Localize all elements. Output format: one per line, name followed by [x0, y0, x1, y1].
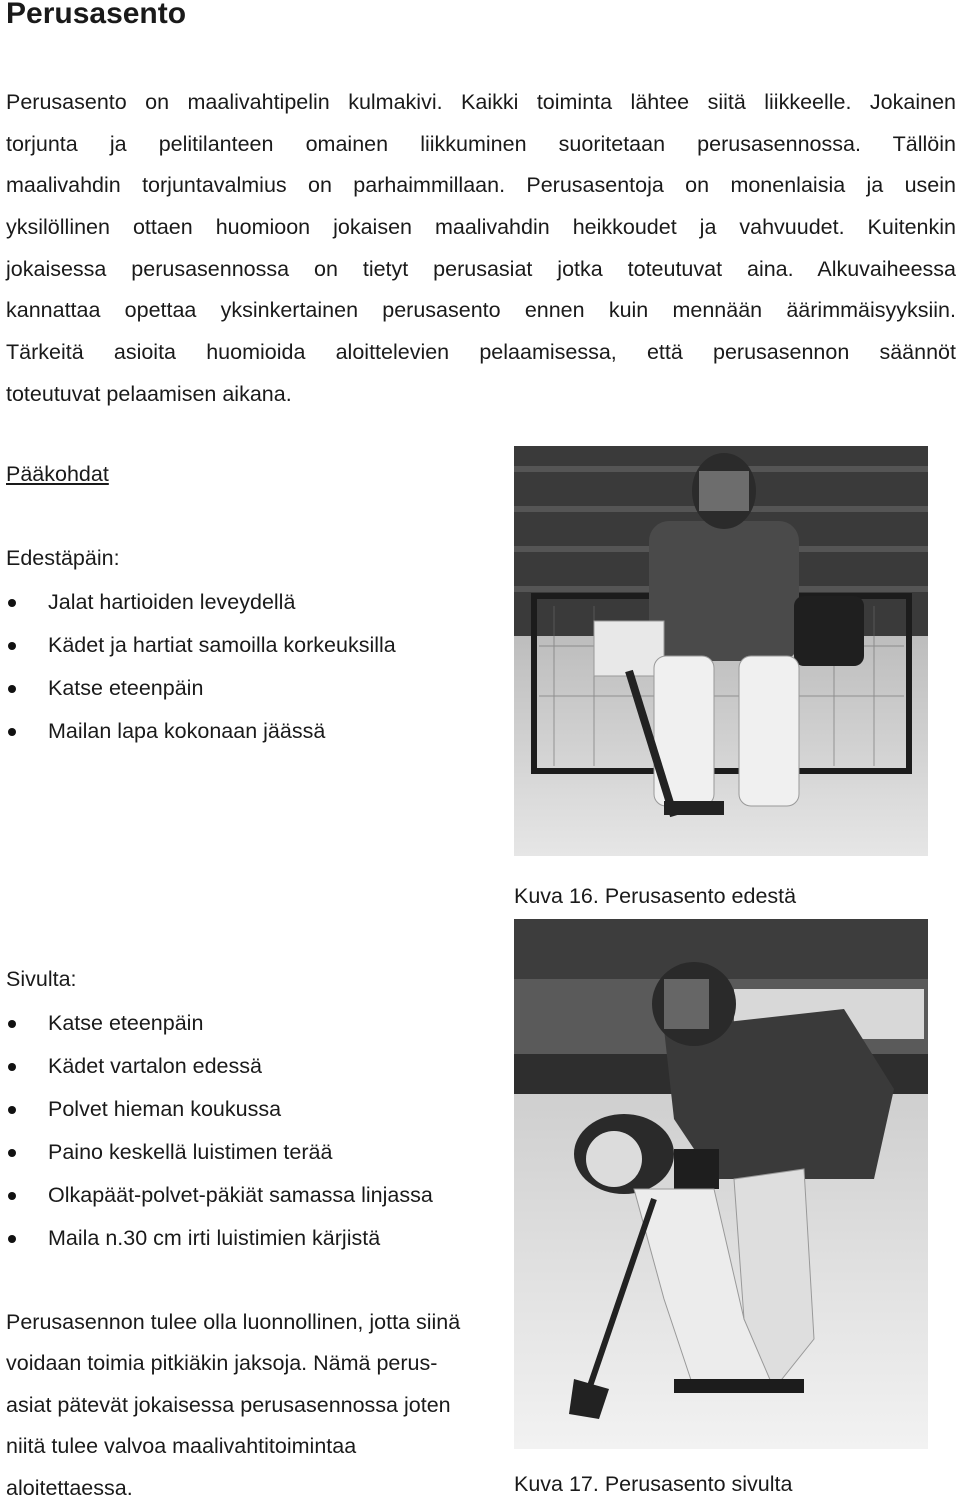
intro-line: maalivahdin torjuntavalmius on parhaimmillaan. Perusasentoja on monenlaisia ja usein	[6, 173, 956, 198]
closing-line: aloitettaessa.	[6, 1475, 133, 1500]
intro-line: yksilöllinen ottaen huomioon jokaisen maalivahdin heikkoudet ja vahvuudet. Kuitenkin	[6, 215, 956, 240]
intro-line: toteutuvat pelaamisen aikana.	[6, 381, 292, 406]
list-item	[0, 624, 396, 667]
list-item	[0, 581, 396, 624]
bullet-icon	[8, 642, 16, 650]
goalie-side-illustration	[514, 919, 928, 1449]
side-caption: Kuva 17. Perusasento sivulta	[514, 1472, 793, 1496]
bullet-icon	[8, 685, 16, 693]
list-item	[0, 1045, 433, 1088]
goalie-front-photo	[514, 446, 928, 856]
intro-line: Perusasento on maalivahtipelin kulmakivi. Kaikki toiminta lähtee siitä liikkeelle. Jokainen	[6, 90, 956, 114]
bullet-icon	[8, 599, 16, 607]
bullet-icon	[8, 1063, 16, 1071]
bullet-icon	[8, 1149, 16, 1157]
list-item	[0, 710, 396, 753]
list-item	[0, 1131, 433, 1174]
bullet-icon	[8, 1106, 16, 1114]
list-item	[0, 1088, 433, 1131]
closing-line: asiat pätevät jokaisessa perusasennossa joten	[6, 1392, 451, 1417]
list-item-text: Jalat hartioiden leveydellä	[48, 590, 296, 614]
bullet-icon	[8, 728, 16, 736]
list-item-text: Olkapäät-polvet-päkiät samassa linjassa	[48, 1183, 433, 1207]
bullet-icon	[8, 1020, 16, 1028]
front-caption: Kuva 16. Perusasento edestä	[514, 884, 797, 908]
intro-line: torjunta ja pelitilanteen omainen liikkuminen suoritetaan perusasennossa. Tällöin	[6, 131, 956, 156]
closing-paragraph	[6, 1302, 511, 1509]
main-points-heading: Pääkohdat	[6, 462, 109, 486]
list-item-text: Kädet vartalon edessä	[48, 1054, 262, 1078]
goalie-front-illustration	[514, 446, 928, 856]
list-item-text: Polvet hieman koukussa	[48, 1097, 282, 1121]
side-list	[0, 1002, 433, 1260]
list-item-text: Maila n.30 cm irti luistimien kärjistä	[48, 1226, 381, 1250]
bullet-icon	[8, 1235, 16, 1243]
list-item-text: Katse eteenpäin	[48, 676, 204, 700]
front-heading: Edestäpäin:	[6, 546, 120, 570]
list-item	[0, 1174, 433, 1217]
intro-line: Tärkeitä asioita huomioida aloittelevien pelaamisessa, että perusasennon säännöt	[6, 340, 956, 365]
intro-line: jokaisessa perusasennossa on tietyt perusasiat jotka toteutuvat aina. Alkuvaiheessa	[6, 256, 956, 281]
list-item	[0, 667, 396, 710]
front-list	[0, 581, 396, 753]
list-item	[0, 1002, 433, 1045]
intro-line: kannattaa opettaa yksinkertainen perusasento ennen kuin mennään äärimmäisyyksiin.	[6, 298, 956, 323]
goalie-side-photo	[514, 919, 928, 1449]
page-title: Perusasento	[6, 0, 187, 30]
list-item-text: Kädet ja hartiat samoilla korkeuksilla	[48, 633, 396, 657]
closing-line: voidaan toimia pitkiäkin jaksoja. Nämä perus-	[6, 1351, 438, 1376]
closing-line: Perusasennon tulee olla luonnollinen, jotta siinä	[6, 1310, 461, 1334]
list-item-text: Paino keskellä luistimen terää	[48, 1140, 333, 1164]
bullet-icon	[8, 1192, 16, 1200]
side-heading: Sivulta:	[6, 967, 77, 991]
list-item-text: Katse eteenpäin	[48, 1011, 204, 1035]
list-item	[0, 1217, 433, 1260]
intro-paragraph	[6, 82, 956, 416]
list-item-text: Mailan lapa kokonaan jäässä	[48, 719, 326, 743]
closing-line: niitä tulee valvoa maalivahtitoimintaa	[6, 1434, 357, 1459]
